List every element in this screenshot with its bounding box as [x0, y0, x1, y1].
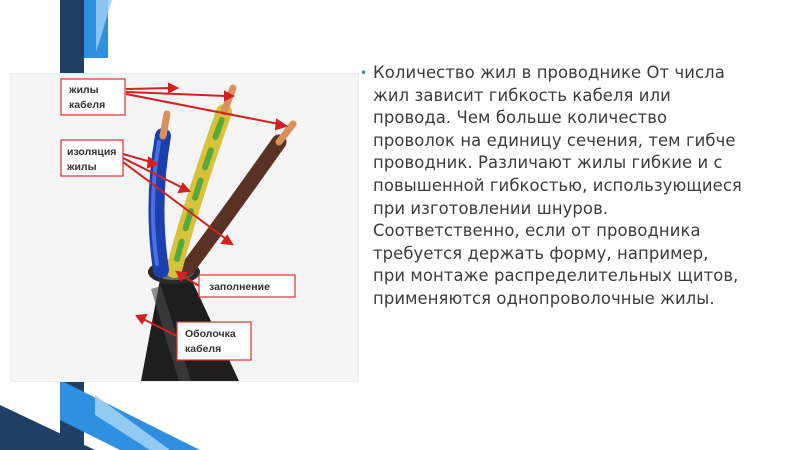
body-paragraph: Количество жил в проводнике От числа жил зависит гибкость кабеля или провода. Чем больше количество проволок на единицу сечения, тем гибче проводник. Различают жилы гибкие и с повышенной гибкостью, использующиеся при изготовлении шнуров. Соответственно, если от проводника требуется держать форму, например, при монтаже распределительных щитов, применяются однопроволочные жилы.: [373, 63, 742, 308]
arrow-cores-1: [126, 88, 171, 89]
body-text-block: [360, 62, 745, 311]
arrow-sheath-head: [137, 315, 146, 323]
cable-diagram: [10, 73, 359, 382]
arrow-insulation-2-head: [179, 184, 189, 192]
arrow-cores-3: [126, 94, 279, 124]
arrow-cores-1-head: [169, 84, 177, 92]
bullet-icon: •: [360, 66, 368, 80]
label-filler: заполнение: [209, 281, 270, 293]
label-cores-line1: жилы: [69, 84, 99, 96]
label-sheath-line2: кабеля: [185, 343, 222, 355]
label-sheath-line1: Оболочка: [185, 328, 236, 340]
label-cores-line2: кабеля: [69, 99, 106, 111]
label-insulation-line2: жилы: [67, 161, 97, 173]
arrow-cores-2: [126, 92, 226, 96]
blue-wire-copper: [163, 114, 167, 136]
arrow-cores-3-head: [276, 120, 286, 129]
label-insulation-line1: изоляция: [67, 146, 117, 158]
